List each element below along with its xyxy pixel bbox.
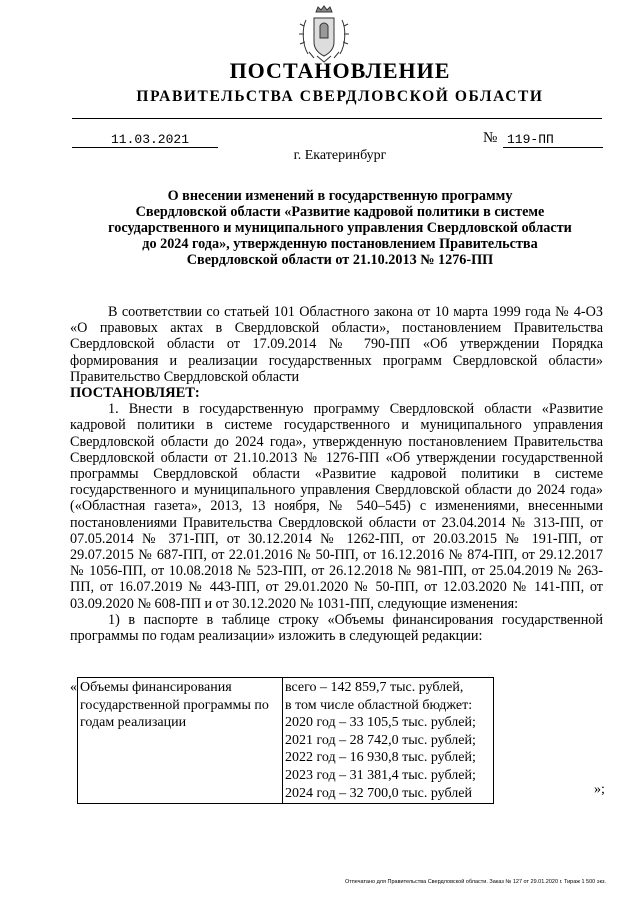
document-heading [70,188,610,268]
funding-line: 2021 год – 28 742,0 тыс. рублей; [285,732,476,748]
close-quote: »; [594,782,605,797]
document-date: 11.03.2021 [72,132,218,148]
heading-line: государственного и муниципального управления Свердловской области [108,220,572,236]
heading-line: О внесении изменений в государственную программу [167,188,513,204]
open-quote: « [70,680,77,695]
document-number: 119-ПП [503,132,603,148]
item-1-paragraph: 1. Внести в государственную программу Свердловской области «Развитие кадровой политики в системе государственного и муниципального управления Свердловской области до 2024 года», утвержденную постановлением Правительства Свердловской области от 21.10.2013 № 1276-ПП «Об утверждении государственной программы Свердловской области «Развитие кадровой политики в системе государственного и муниципального управления Свердловской области до 2024 года» («Областная газета», 2013, 13 ноября, № 540–545) с изменениями, внесенными постановлениями Правительства Свердловской области от 23.04.2014 № 313-ПП, от 07.05.2014 № 371-ПП, от 30.12.2014 № 1262-ПП, от 20.03.2015 № 191-ПП, от 29.07.2015 № 687-ПП, от 22.01.2016 № 50-ПП, от 16.12.2016 № 874-ПП, от 29.12.2017 № 1056-ПП, от 10.08.2018 № 523-ПП, от 26.12.2018 № 981-ПП, от 25.04.2019 № 263-ПП, от 16.07.2019 № 443-ПП, от 29.01.2020 № 50-ПП, от 12.03.2020 № 141-ПП, от 03.09.2020 № 608-ПП и от 30.12.2020 № 1031-ПП, следующие изменения: [70,401,603,612]
funding-line: 2023 год – 31 381,4 тыс. рублей; [285,767,476,783]
heading-line: Свердловской области от 21.10.2013 № 1276-ПП [186,252,494,268]
table-cell-values [283,678,494,804]
funding-line: в том числе областной бюджет: [285,697,473,713]
funding-line: 2020 год – 33 105,5 тыс. рублей; [285,715,476,731]
heading-line: до 2024 года», утвержденную постановлением Правительства [142,236,538,252]
number-label: № [483,130,498,146]
table-row [78,678,494,804]
document-body [70,304,603,644]
funding-line: всего – 142 859,7 тыс. рублей, [285,680,464,695]
passport-table [77,677,494,804]
preamble-paragraph: В соответствии со статьей 101 Областного закона от 10 марта 1999 года № 4-ОЗ «О правовых актах в Свердловской области», постановлением Правительства Свердловской области от 17.09.2014 № 790-ПП «Об утверждении Порядка формирования и реализации государственных программ Свердловской области» Правительство Свердловской области [70,304,603,385]
funding-line: 2022 год – 16 930,8 тыс. рублей; [285,750,476,766]
passport-table-block [70,677,610,801]
header-divider [72,118,602,119]
table-cell-label: Объемы финансирования государственной программы по годам реализации [78,678,283,804]
subitem-1-paragraph: 1) в паспорте в таблице строку «Объемы финансирования государственной программы по годам реализации» изложить в следующей редакции: [70,611,603,645]
funding-line: 2024 год – 32 700,0 тыс. рублей [285,785,472,801]
document-issuer: ПРАВИТЕЛЬСТВА СВЕРДЛОВСКОЙ ОБЛАСТИ [136,88,544,105]
document-city: г. Екатеринбург [293,148,387,163]
decree-word: ПОСТАНОВЛЯЕТ: [70,385,200,402]
document-title: ПОСТАНОВЛЕНИЕ [229,58,451,83]
print-footer-note: Отпечатано для Правительства Свердловской области. Заказ № 127 от 29.01.2020 г. Тираж 1 500 экз. [345,879,607,885]
heading-line: Свердловской области «Развитие кадровой политики в системе [135,204,545,220]
coat-of-arms-icon [298,4,350,64]
